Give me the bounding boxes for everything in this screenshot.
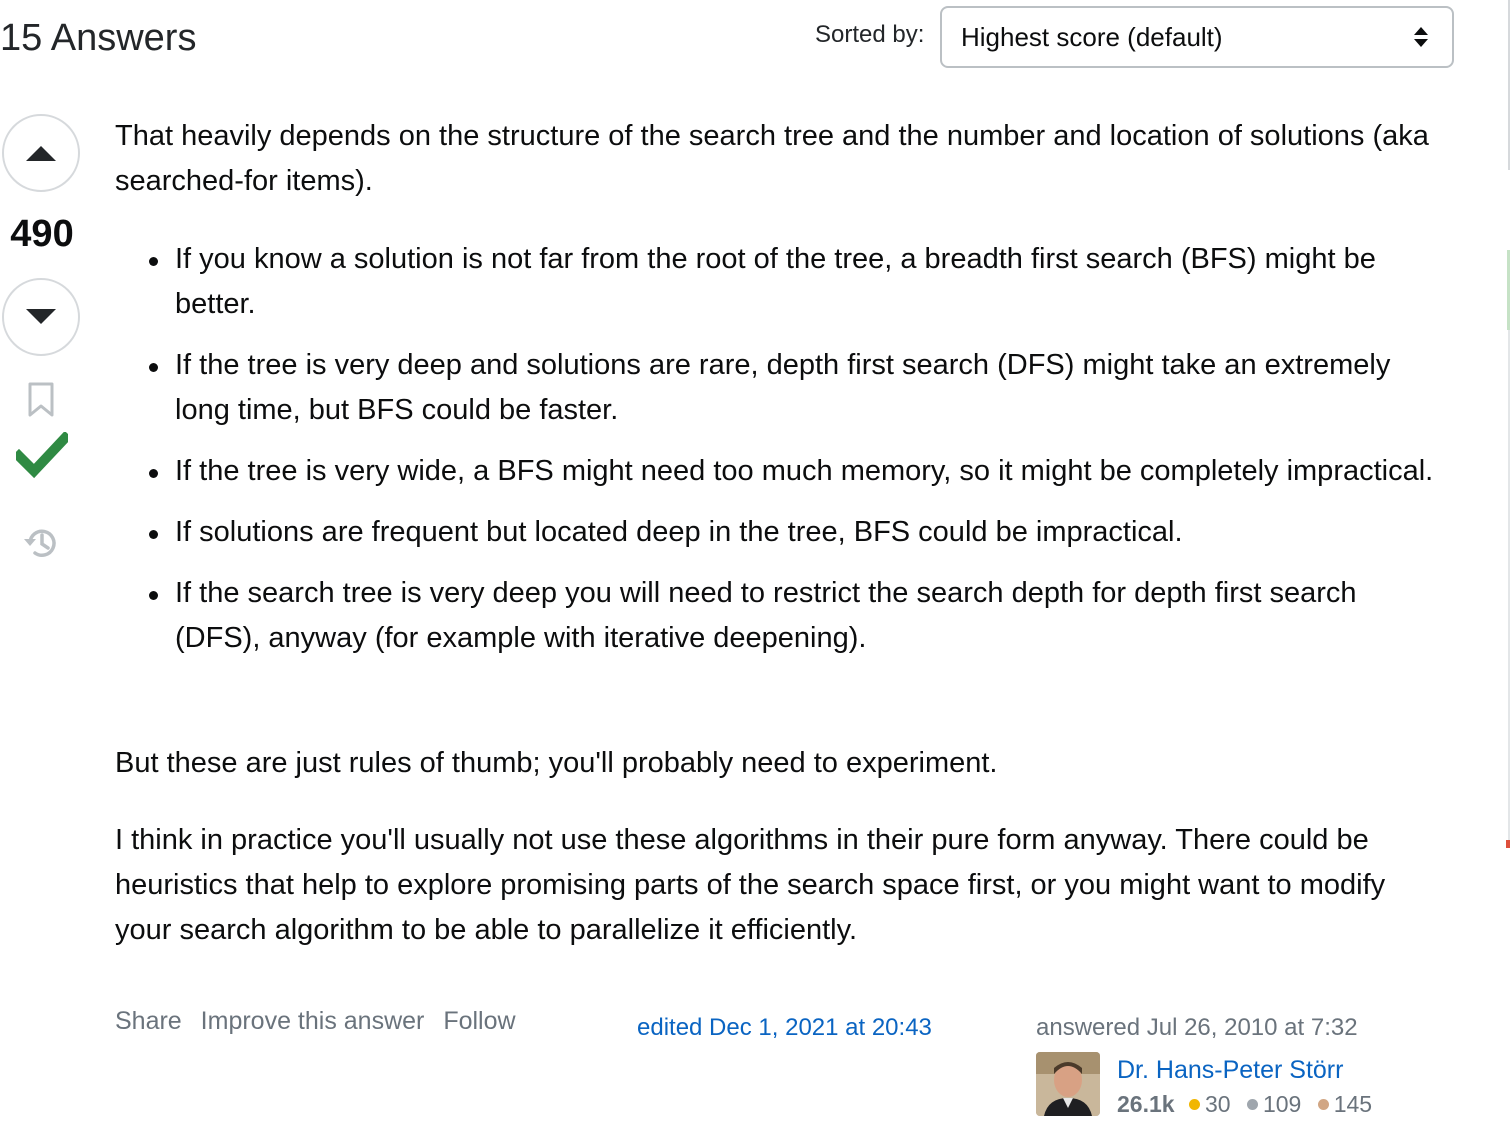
caret-up-icon: [24, 143, 58, 163]
answers-count: 15 Answers: [0, 17, 197, 59]
answers-header: [0, 6, 1460, 68]
caret-down-icon: [24, 307, 58, 327]
downvote-button[interactable]: [2, 278, 80, 356]
list-item: If the tree is very deep and solutions are rare, depth first search (DFS) might take an extremely long time, but BFS could be faster.: [115, 343, 1435, 433]
bronze-badge-count: 145: [1333, 1091, 1373, 1117]
list-item: If you know a solution is not far from the root of the tree, a breadth first search (BFS) might be better.: [115, 237, 1435, 327]
bronze-badge-icon: [1318, 1099, 1329, 1110]
scrollbar-marker: [1506, 840, 1510, 848]
reputation-score: 26.1k: [1117, 1091, 1175, 1117]
answered-timestamp: answered Jul 26, 2010 at 7:32: [1036, 1014, 1358, 1041]
user-name-link[interactable]: Dr. Hans-Peter Störr: [1117, 1056, 1344, 1084]
gold-badge-count: 30: [1204, 1091, 1231, 1117]
answer-rule-paragraph: But these are just rules of thumb; you'll probably need to experiment.: [115, 747, 998, 779]
updown-arrows-icon: [1412, 25, 1430, 49]
user-photo: [1036, 1052, 1100, 1116]
share-link[interactable]: Share: [115, 1007, 182, 1035]
improve-answer-link[interactable]: Improve this answer: [200, 1007, 425, 1035]
upvote-button[interactable]: [2, 114, 80, 192]
bookmark-icon[interactable]: [27, 382, 55, 418]
answer-intro-paragraph: That heavily depends on the structure of the search tree and the number and location of solutions (aka searched-for items).: [115, 120, 1429, 197]
list-item: If the tree is very wide, a BFS might need too much memory, so it might be completely impractical.: [115, 449, 1435, 494]
sort-label: Sorted by:: [815, 21, 925, 48]
answer-bullet-list: [115, 237, 1435, 677]
silver-badge-count: 109: [1262, 1091, 1302, 1117]
follow-link[interactable]: Follow: [443, 1007, 516, 1035]
vote-column: [0, 112, 84, 582]
list-item: If solutions are frequent but located deep in the tree, BFS could be impractical.: [115, 510, 1435, 555]
list-item: If the search tree is very deep you will need to restrict the search depth for depth first search (DFS), anyway (for example with iterative deepening).: [115, 571, 1435, 661]
sort-selected-value: Highest score (default): [961, 22, 1223, 52]
gold-badges: [1189, 1089, 1231, 1119]
silver-badge-icon: [1247, 1099, 1258, 1110]
answer-practice-paragraph: I think in practice you'll usually not use these algorithms in their pure form anyway. There could be heuristics that help to explore promising parts of the search space first, or you might want to modify your search algorithm to be able to parallelize it efficiently.: [115, 824, 1386, 946]
post-menu: [115, 1004, 528, 1038]
gold-badge-icon: [1189, 1099, 1200, 1110]
bronze-badges: [1318, 1089, 1372, 1119]
checkmark-icon: [16, 432, 68, 482]
history-icon[interactable]: [22, 524, 60, 562]
edited-timestamp-link[interactable]: edited Dec 1, 2021 at 20:43: [637, 1014, 932, 1041]
user-card: [1036, 1012, 1456, 1122]
avatar[interactable]: [1036, 1052, 1100, 1116]
sort-select[interactable]: [940, 6, 1454, 68]
vote-count: 490: [10, 213, 74, 255]
silver-badges: [1247, 1089, 1301, 1119]
user-stats: [1117, 1089, 1382, 1119]
